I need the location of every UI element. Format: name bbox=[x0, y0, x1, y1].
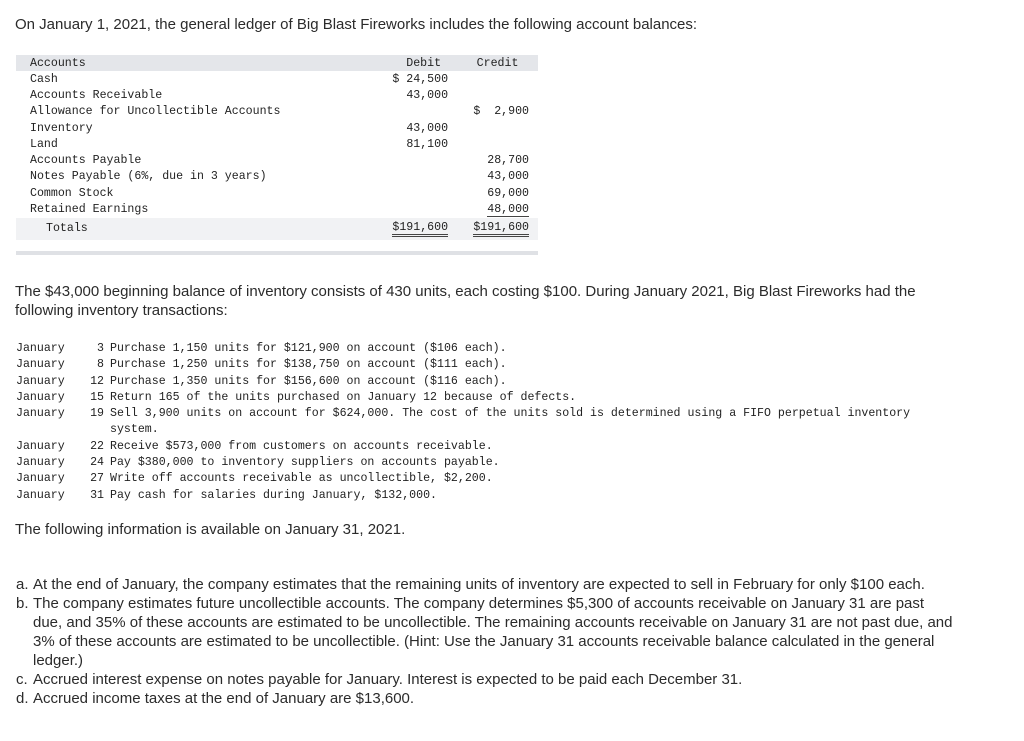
transaction-text: Purchase 1,150 units for $121,900 on account ($106 each). bbox=[110, 342, 507, 355]
account-name: Land bbox=[30, 137, 58, 151]
adjustment-item bbox=[16, 594, 956, 670]
item-text: The company estimates future uncollectible accounts. The company determines $5,300 of accounts receivable on January 31 are past due, and 35% of these accounts are estimated to be uncollectible. The remaining accounts receivable on January 31 are not past due, and 3% of these accounts are estimated to be uncollectible. (Hint: Use the January 31 accounts receivable balance calculated in the general ledger.) bbox=[33, 595, 953, 669]
ledger-header-row bbox=[16, 55, 538, 71]
transaction-row bbox=[16, 390, 940, 406]
transaction-text: Return 165 of the units purchased on January 12 because of defects. bbox=[110, 390, 577, 404]
credit-value: $ 2,900 bbox=[473, 105, 529, 119]
transaction-row bbox=[16, 406, 940, 439]
transaction-text: Pay $380,000 to inventory suppliers on accounts payable. bbox=[110, 456, 500, 470]
item-text: Accrued interest expense on notes payable for January. Interest is expected to be paid each December 31. bbox=[33, 671, 743, 688]
transaction-text: Sell 3,900 units on account for $624,000. The cost of the units sold is determined using a FIFO perpetual inventory system. bbox=[110, 407, 911, 437]
debit-value: 43,000 bbox=[406, 121, 449, 135]
credit-value bbox=[457, 136, 538, 152]
transaction-day: 31 bbox=[90, 488, 104, 502]
ledger-row bbox=[16, 169, 538, 185]
item-label: c. bbox=[16, 671, 28, 688]
account-name: Inventory bbox=[30, 121, 93, 135]
credit-value: 48,000 bbox=[487, 202, 529, 216]
account-name: Common Stock bbox=[30, 186, 114, 200]
debit-value: 81,100 bbox=[406, 137, 449, 151]
transaction-row bbox=[16, 341, 940, 357]
debit-value bbox=[376, 201, 457, 217]
adjustment-list bbox=[16, 575, 956, 708]
transaction-day: 3 bbox=[97, 342, 104, 355]
debit-header: Debit bbox=[376, 55, 457, 71]
credit-value: 43,000 bbox=[487, 170, 529, 184]
transaction-text: Write off accounts receivable as uncollectible, $2,200. bbox=[110, 472, 493, 486]
totals-label: Totals bbox=[16, 218, 376, 240]
inventory-paragraph: The $43,000 beginning balance of inventory consists of 430 units, each costing $100. During January 2021, Big Blast Fireworks had the following inventory transactions: bbox=[15, 283, 916, 319]
ledger-row bbox=[16, 71, 538, 87]
transaction-month: January bbox=[16, 439, 65, 453]
ledger-row bbox=[16, 104, 538, 120]
item-label: b. bbox=[16, 595, 29, 612]
transaction-day: 19 bbox=[90, 407, 104, 421]
transaction-row bbox=[16, 471, 940, 487]
transaction-row bbox=[16, 374, 940, 390]
transaction-day: 12 bbox=[90, 374, 104, 388]
transaction-month: January bbox=[16, 342, 65, 355]
credit-value: 69,000 bbox=[487, 186, 529, 200]
transaction-row bbox=[16, 455, 940, 471]
transaction-text: Pay cash for salaries during January, $132,000. bbox=[110, 488, 437, 502]
transaction-row bbox=[16, 439, 940, 455]
info-paragraph: The following information is available on January 31, 2021. bbox=[15, 521, 406, 538]
credit-value bbox=[457, 87, 538, 103]
debit-value bbox=[376, 169, 457, 185]
debit-value bbox=[376, 185, 457, 201]
transaction-month: January bbox=[16, 390, 65, 404]
adjustment-item bbox=[16, 670, 956, 689]
ledger-row bbox=[16, 185, 538, 201]
ledger-table bbox=[16, 55, 538, 240]
item-label: a. bbox=[16, 576, 29, 593]
account-name: Notes Payable (6%, due in 3 years) bbox=[30, 170, 267, 184]
transaction-day: 22 bbox=[90, 439, 104, 453]
ledger-row bbox=[16, 152, 538, 168]
account-name: Retained Earnings bbox=[30, 203, 149, 217]
transaction-text: Purchase 1,250 units for $138,750 on account ($111 each). bbox=[110, 358, 507, 372]
accounts-header: Accounts bbox=[16, 55, 376, 71]
credit-value bbox=[457, 71, 538, 87]
transaction-day: 15 bbox=[90, 390, 104, 404]
transaction-day: 8 bbox=[97, 358, 104, 372]
ledger-totals-row bbox=[16, 218, 538, 240]
transaction-month: January bbox=[16, 472, 65, 486]
ledger-bottom-bar bbox=[16, 251, 538, 255]
transaction-day: 24 bbox=[90, 456, 104, 470]
debit-value bbox=[376, 104, 457, 120]
transaction-month: January bbox=[16, 407, 65, 421]
transaction-row bbox=[16, 357, 940, 373]
transaction-list bbox=[16, 341, 940, 504]
account-name: Cash bbox=[30, 72, 58, 86]
credit-header: Credit bbox=[457, 55, 538, 71]
transaction-row bbox=[16, 488, 940, 504]
debit-total: $191,600 bbox=[376, 218, 457, 240]
transaction-month: January bbox=[16, 488, 65, 502]
transaction-month: January bbox=[16, 358, 65, 372]
ledger-row bbox=[16, 136, 538, 152]
item-label: d. bbox=[16, 690, 29, 707]
ledger-row bbox=[16, 201, 538, 217]
account-name: Accounts Payable bbox=[30, 154, 142, 168]
account-name: Accounts Receivable bbox=[30, 88, 163, 102]
ledger-row bbox=[16, 87, 538, 103]
ledger-row bbox=[16, 120, 538, 136]
credit-value bbox=[457, 120, 538, 136]
item-text: At the end of January, the company estimates that the remaining units of inventory are expected to sell in February for only $100 each. bbox=[33, 576, 925, 593]
transaction-day: 27 bbox=[90, 472, 104, 486]
adjustment-item bbox=[16, 575, 956, 594]
intro-text: On January 1, 2021, the general ledger of Big Blast Fireworks includes the following account balances: bbox=[15, 16, 698, 33]
adjustment-item bbox=[16, 689, 956, 708]
transaction-text: Receive $573,000 from customers on accounts receivable. bbox=[110, 439, 493, 453]
transaction-month: January bbox=[16, 374, 65, 388]
account-name: Allowance for Uncollectible Accounts bbox=[30, 105, 281, 119]
transaction-text: Purchase 1,350 units for $156,600 on account ($116 each). bbox=[110, 374, 507, 388]
transaction-month: January bbox=[16, 456, 65, 470]
credit-total: $191,600 bbox=[457, 218, 538, 240]
credit-value: 28,700 bbox=[487, 154, 529, 168]
item-text: Accrued income taxes at the end of January are $13,600. bbox=[33, 690, 415, 707]
debit-value bbox=[376, 152, 457, 168]
debit-value: $ 24,500 bbox=[392, 72, 449, 86]
debit-value: 43,000 bbox=[406, 88, 449, 102]
